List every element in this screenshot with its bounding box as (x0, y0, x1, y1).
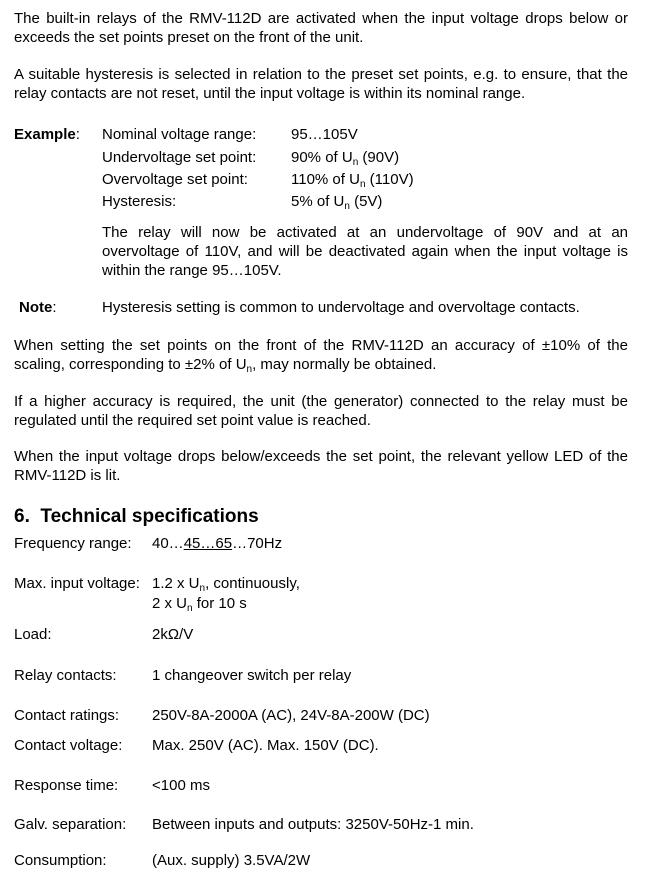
example-row-name: Undervoltage set point: (102, 149, 257, 166)
spec-value-relay: 1 changeover switch per relay (152, 667, 352, 684)
example-row-name: Hysteresis: (102, 193, 177, 210)
spec-label-consumption: Consumption: (14, 852, 107, 869)
spec-value-voltage: Max. 250V (AC). Max. 150V (DC). (152, 737, 379, 754)
spec-value-input-line1: 1.2 x $U_n$, continuously, (152, 575, 300, 594)
spec-label-load: Load: (14, 626, 52, 643)
spec-value-input-line2: 2 x $U_n$ for 10 s (152, 595, 247, 614)
spec-value-ratings: 250V-8A-2000A (AC), 24V-8A-200W (DC) (152, 707, 430, 724)
higher-accuracy-paragraph: If a higher accuracy is required, the unit (the generator) connected to the relay must be regulated until the required set point value is reached. (14, 393, 628, 429)
spec-value-frequency: 40…45…65…70Hz (152, 535, 283, 552)
example-row-name: Nominal voltage range: (102, 126, 257, 143)
section-heading (14, 505, 259, 529)
spec-label-voltage: Contact voltage: (14, 737, 123, 754)
intro-paragraph-1: The built-in relays of the RMV-112D are activated when the input voltage drops below or exceeds the set points preset on the front of the unit. (14, 10, 628, 46)
example-row-value: 5% of $U_n$ (5V) (291, 193, 383, 212)
spec-label-ratings: Contact ratings: (14, 707, 120, 724)
spec-value-response: <100 ms (152, 777, 210, 794)
led-paragraph: When the input voltage drops below/exceeds the set point, the relevant yellow LED of the RMV-112D is lit. (14, 448, 628, 484)
spec-label-frequency: Frequency range: (14, 535, 132, 552)
spec-label-relay: Relay contacts: (14, 667, 117, 684)
example-explanation: The relay will now be activated at an undervoltage of 90V and at an overvoltage of 110V, and will be deactivated again when the input voltage is within the range 95…105V. (102, 224, 628, 279)
example-row-value: 95…105V (291, 126, 358, 143)
spec-value-galv: Between inputs and outputs: 3250V-50Hz-1 min. (152, 816, 474, 833)
note-text: Hysteresis setting is common to undervoltage and overvoltage contacts. (102, 299, 580, 316)
example-label: Example (14, 126, 76, 143)
section-title: Technical specifications (40, 506, 259, 527)
spec-value-load: 2kΩ/V (152, 626, 194, 643)
spec-value-consumption: (Aux. supply) 3.5VA/2W (152, 852, 311, 869)
note-label: Note (19, 299, 53, 316)
example-row-name: Overvoltage set point: (102, 171, 248, 188)
example-row-value: 110% of $U_n$ (110V) (291, 171, 414, 190)
section-number: 6. (14, 506, 30, 527)
example-colon: : (75, 126, 80, 143)
intro-paragraph-2: A suitable hysteresis is selected in relation to the preset set points, e.g. to ensure, that the relay contacts are not reset, until the input voltage is within its nominal range. (14, 66, 628, 102)
spec-label-response: Response time: (14, 777, 119, 794)
accuracy-paragraph: When setting the set points on the front of the RMV-112D an accuracy of ±10% of the scaling, corresponding to ±2% of $U_n$, may normally be obtained. (14, 337, 628, 375)
spec-label-galv: Galv. separation: (14, 816, 127, 833)
note-colon: : (52, 299, 57, 316)
example-row-value: 90% of $U_n$ (90V) (291, 149, 400, 168)
spec-label-input: Max. input voltage: (14, 575, 140, 592)
